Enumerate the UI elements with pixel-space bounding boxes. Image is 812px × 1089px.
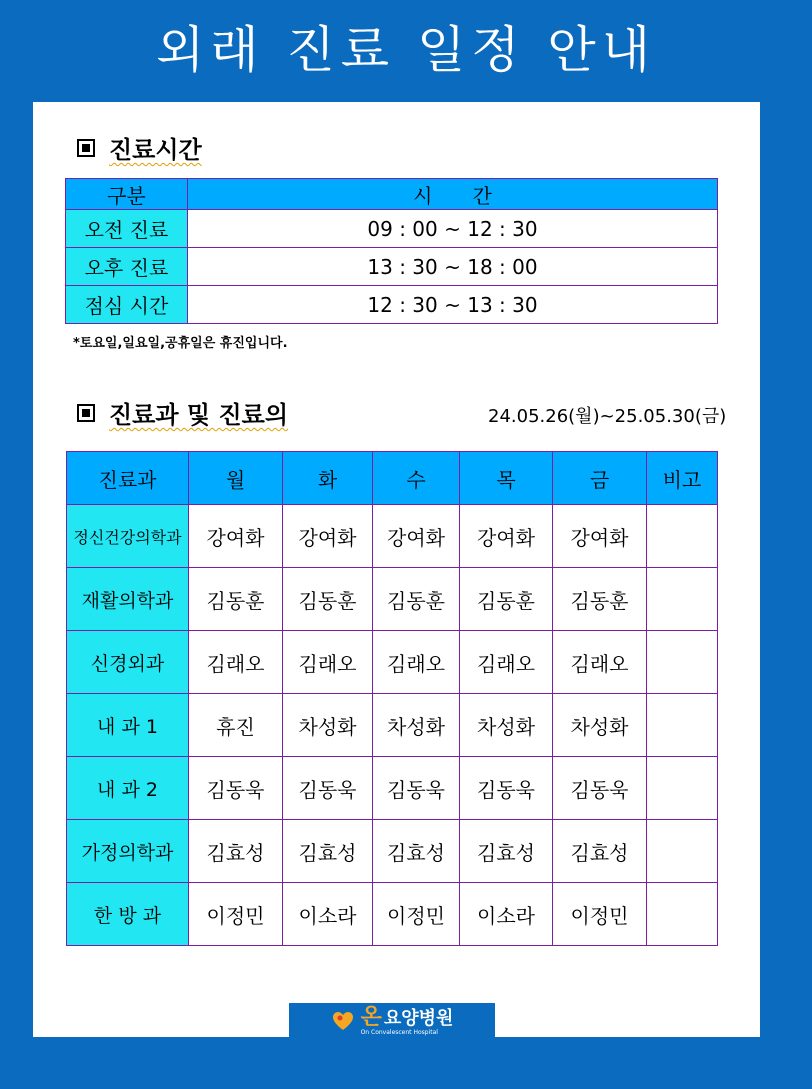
logo-name: 요양병원 xyxy=(383,1007,454,1029)
holiday-note: *토요일,일요일,공휴일은 휴진입니다. xyxy=(73,336,288,351)
doctor-cell: 김래오 xyxy=(460,631,553,694)
header-cell-wed: 수 xyxy=(373,452,460,505)
time-table-header xyxy=(66,179,718,210)
doctor-cell: 김동훈 xyxy=(553,568,647,631)
doctor-cell: 이정민 xyxy=(189,883,283,946)
doctor-cell: 김동욱 xyxy=(373,757,460,820)
doctor-cell: 김동욱 xyxy=(460,757,553,820)
time-section-heading xyxy=(77,130,202,165)
heart-hands-icon xyxy=(331,1009,355,1033)
time-row xyxy=(66,210,718,248)
dept-table xyxy=(66,451,718,946)
doctor-cell: 김동훈 xyxy=(189,568,283,631)
dept-section-heading xyxy=(77,395,288,430)
table-row xyxy=(67,757,718,820)
header-cell-dept: 진료과 xyxy=(67,452,189,505)
doctor-cell: 강여화 xyxy=(553,505,647,568)
doctor-cell: 강여화 xyxy=(460,505,553,568)
doctor-cell: 강여화 xyxy=(189,505,283,568)
square-bullet-icon xyxy=(77,404,95,422)
header-cell-tue: 화 xyxy=(283,452,373,505)
doctor-cell: 강여화 xyxy=(373,505,460,568)
page-title: 외래 진료 일정 안내 xyxy=(155,21,657,79)
doctor-cell: 김효성 xyxy=(283,820,373,883)
doctor-cell: 이정민 xyxy=(373,883,460,946)
header-cell-note: 비고 xyxy=(647,452,718,505)
time-row xyxy=(66,286,718,324)
remark-cell xyxy=(647,883,718,946)
schedule-sheet xyxy=(33,102,760,1037)
dept-name: 정신건강의학과 xyxy=(67,505,189,568)
doctor-cell: 김동욱 xyxy=(553,757,647,820)
time-row-label: 오후 진료 xyxy=(66,248,188,286)
dept-name: 내 과 2 xyxy=(67,757,189,820)
time-table xyxy=(65,178,718,324)
doctor-cell: 휴진 xyxy=(189,694,283,757)
header-cell-fri: 금 xyxy=(553,452,647,505)
doctor-cell: 이소라 xyxy=(283,883,373,946)
time-row-label: 점심 시간 xyxy=(66,286,188,324)
doctor-cell: 차성화 xyxy=(283,694,373,757)
dept-name: 가정의학과 xyxy=(67,820,189,883)
remark-cell xyxy=(647,694,718,757)
table-row xyxy=(67,631,718,694)
doctor-cell: 김동욱 xyxy=(189,757,283,820)
remark-cell xyxy=(647,820,718,883)
time-row xyxy=(66,248,718,286)
header-cell-mon: 월 xyxy=(189,452,283,505)
schedule-period: 24.05.26(월)~25.05.30(금) xyxy=(488,406,727,427)
header-cell-time: 시 간 xyxy=(188,179,718,210)
doctor-cell: 김동욱 xyxy=(283,757,373,820)
dept-section-title: 진료과 및 진료의 xyxy=(109,401,288,429)
dept-table-header xyxy=(67,452,718,505)
dept-name: 재활의학과 xyxy=(67,568,189,631)
dept-name: 신경외과 xyxy=(67,631,189,694)
table-row xyxy=(67,820,718,883)
doctor-cell: 차성화 xyxy=(373,694,460,757)
doctor-cell: 차성화 xyxy=(460,694,553,757)
table-row xyxy=(67,568,718,631)
header-cell-thu: 목 xyxy=(460,452,553,505)
remark-cell xyxy=(647,631,718,694)
time-row-label: 오전 진료 xyxy=(66,210,188,248)
doctor-cell: 강여화 xyxy=(283,505,373,568)
doctor-cell: 차성화 xyxy=(553,694,647,757)
time-row-value: 09 : 00 ~ 12 : 30 xyxy=(188,210,718,248)
doctor-cell: 김동훈 xyxy=(283,568,373,631)
table-row xyxy=(67,505,718,568)
dept-name: 한 방 과 xyxy=(67,883,189,946)
time-section-title: 진료시간 xyxy=(109,136,202,164)
hospital-logo xyxy=(289,1003,495,1039)
table-row xyxy=(67,694,718,757)
doctor-cell: 김동훈 xyxy=(460,568,553,631)
doctor-cell: 김효성 xyxy=(189,820,283,883)
doctor-cell: 김래오 xyxy=(553,631,647,694)
time-row-value: 13 : 30 ~ 18 : 00 xyxy=(188,248,718,286)
table-row xyxy=(67,883,718,946)
time-row-value: 12 : 30 ~ 13 : 30 xyxy=(188,286,718,324)
remark-cell xyxy=(647,757,718,820)
logo-subtitle: On Convalescent Hospital xyxy=(360,1028,438,1036)
logo-mark-text: 온 xyxy=(360,1004,382,1030)
square-bullet-icon xyxy=(77,139,95,157)
doctor-cell: 김효성 xyxy=(553,820,647,883)
doctor-cell: 김효성 xyxy=(460,820,553,883)
dept-name: 내 과 1 xyxy=(67,694,189,757)
doctor-cell: 김래오 xyxy=(283,631,373,694)
remark-cell xyxy=(647,505,718,568)
doctor-cell: 김동훈 xyxy=(373,568,460,631)
doctor-cell: 김래오 xyxy=(373,631,460,694)
doctor-cell: 이정민 xyxy=(553,883,647,946)
doctor-cell: 이소라 xyxy=(460,883,553,946)
doctor-cell: 김래오 xyxy=(189,631,283,694)
remark-cell xyxy=(647,568,718,631)
header-cell-category: 구분 xyxy=(66,179,188,210)
doctor-cell: 김효성 xyxy=(373,820,460,883)
